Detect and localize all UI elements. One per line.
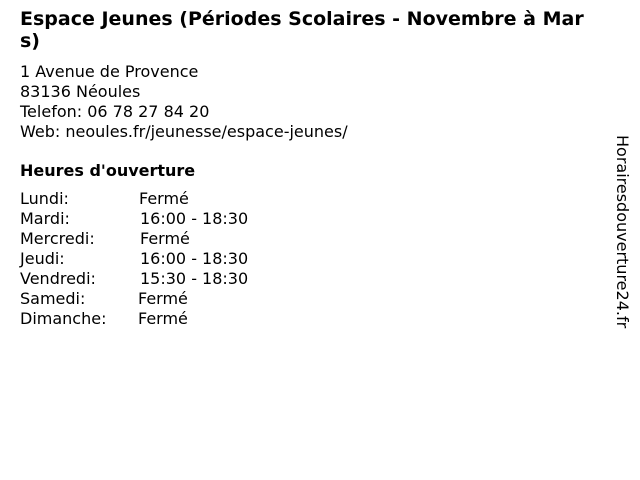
hours-day: Mardi:	[20, 209, 70, 228]
hours-day: Dimanche:	[20, 309, 107, 328]
hours-row	[20, 249, 586, 269]
hours-time: Fermé	[138, 309, 188, 328]
hours-row	[20, 289, 586, 309]
address-street: 1 Avenue de Provence	[20, 62, 199, 81]
hours-row	[20, 229, 586, 249]
hours-time: Fermé	[139, 189, 189, 208]
hours-row	[20, 309, 586, 329]
phone-line[interactable]: Telefon: 06 78 27 84 20	[20, 102, 210, 121]
hours-time: 16:00 - 18:30	[140, 249, 249, 268]
hours-time: Fermé	[138, 289, 188, 308]
hours-row	[20, 269, 586, 289]
hours-day: Vendredi:	[20, 269, 96, 288]
hours-time: Fermé	[140, 229, 190, 248]
hours-row	[20, 189, 586, 209]
hours-day: Lundi:	[20, 189, 69, 208]
hours-day: Mercredi:	[20, 229, 95, 248]
place-card	[20, 8, 586, 329]
hours-row	[20, 209, 586, 229]
site-brand-watermark: Horairesdouverture24.fr	[613, 135, 632, 329]
website-line[interactable]: Web: neoules.fr/jeunesse/espace-jeunes/	[20, 122, 348, 141]
hours-time: 16:00 - 18:30	[140, 209, 249, 228]
address-city: 83136 Néoules	[20, 82, 141, 101]
hours-day: Jeudi:	[20, 249, 65, 268]
address-block	[20, 62, 586, 142]
hours-time: 15:30 - 18:30	[140, 269, 249, 288]
place-title: Espace Jeunes (Périodes Scolaires - Novembre à Mars)	[20, 8, 584, 52]
hours-day: Samedi:	[20, 289, 86, 308]
hours-table	[20, 189, 586, 329]
hours-heading: Heures d'ouverture	[20, 161, 196, 180]
